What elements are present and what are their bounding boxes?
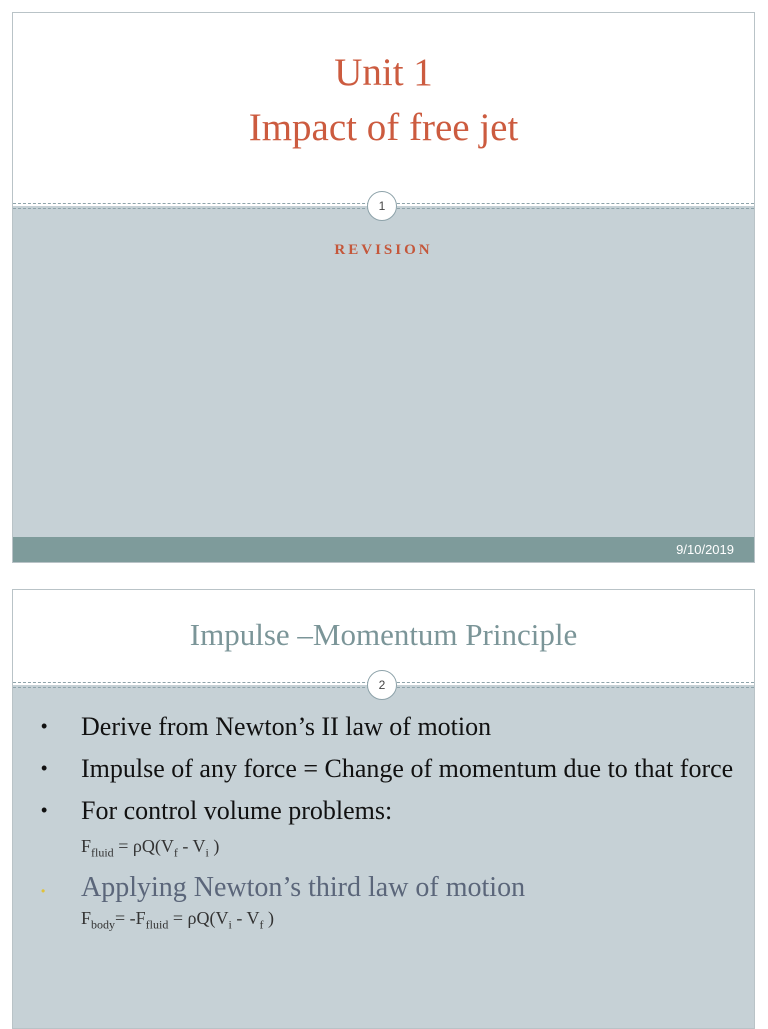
bullet-dot-icon: •: [41, 883, 46, 898]
slide-1-footer: [13, 537, 754, 562]
bullet-dot-icon: •: [41, 758, 48, 778]
bullet-text: For control volume problems:: [81, 796, 393, 825]
slide-number-2: 2: [367, 670, 397, 700]
title-line-2: Impact of free jet: [248, 106, 519, 149]
slide-1-title-area: [13, 13, 754, 206]
bullet-dot-icon: •: [41, 800, 48, 820]
bullet-text: Impulse of any force = Change of momentum due to that force: [81, 754, 734, 783]
bullet-item: [39, 871, 734, 904]
slide-2-title: Impulse –Momentum Principle: [189, 617, 578, 652]
slide-date: 9/10/2019: [676, 542, 734, 557]
slide-1-subtitle: REVISION: [334, 242, 433, 258]
slide-2-content: [39, 710, 734, 942]
bullet-text: Applying Newton’s third law of motion: [81, 871, 526, 903]
bullet-item: [39, 710, 734, 743]
bullet-text: Derive from Newton’s II law of motion: [81, 712, 492, 741]
slide-1-title: [13, 45, 754, 155]
formula-fluid-force: $F_{fluid} = \rho Q(V_f - V_i$ ): [81, 836, 220, 860]
slide-2: [12, 589, 755, 1029]
slide-1: [12, 12, 755, 563]
title-line-1: Unit 1: [334, 51, 433, 94]
formula-body-force: $F_{body}= -F_{fluid} = \rho Q(V_i - V_f$ ): [81, 907, 274, 932]
bullet-item: [39, 752, 734, 785]
bullet-item: [39, 794, 734, 827]
slide-number-1: 1: [367, 191, 397, 221]
bullet-dot-icon: •: [41, 716, 48, 736]
